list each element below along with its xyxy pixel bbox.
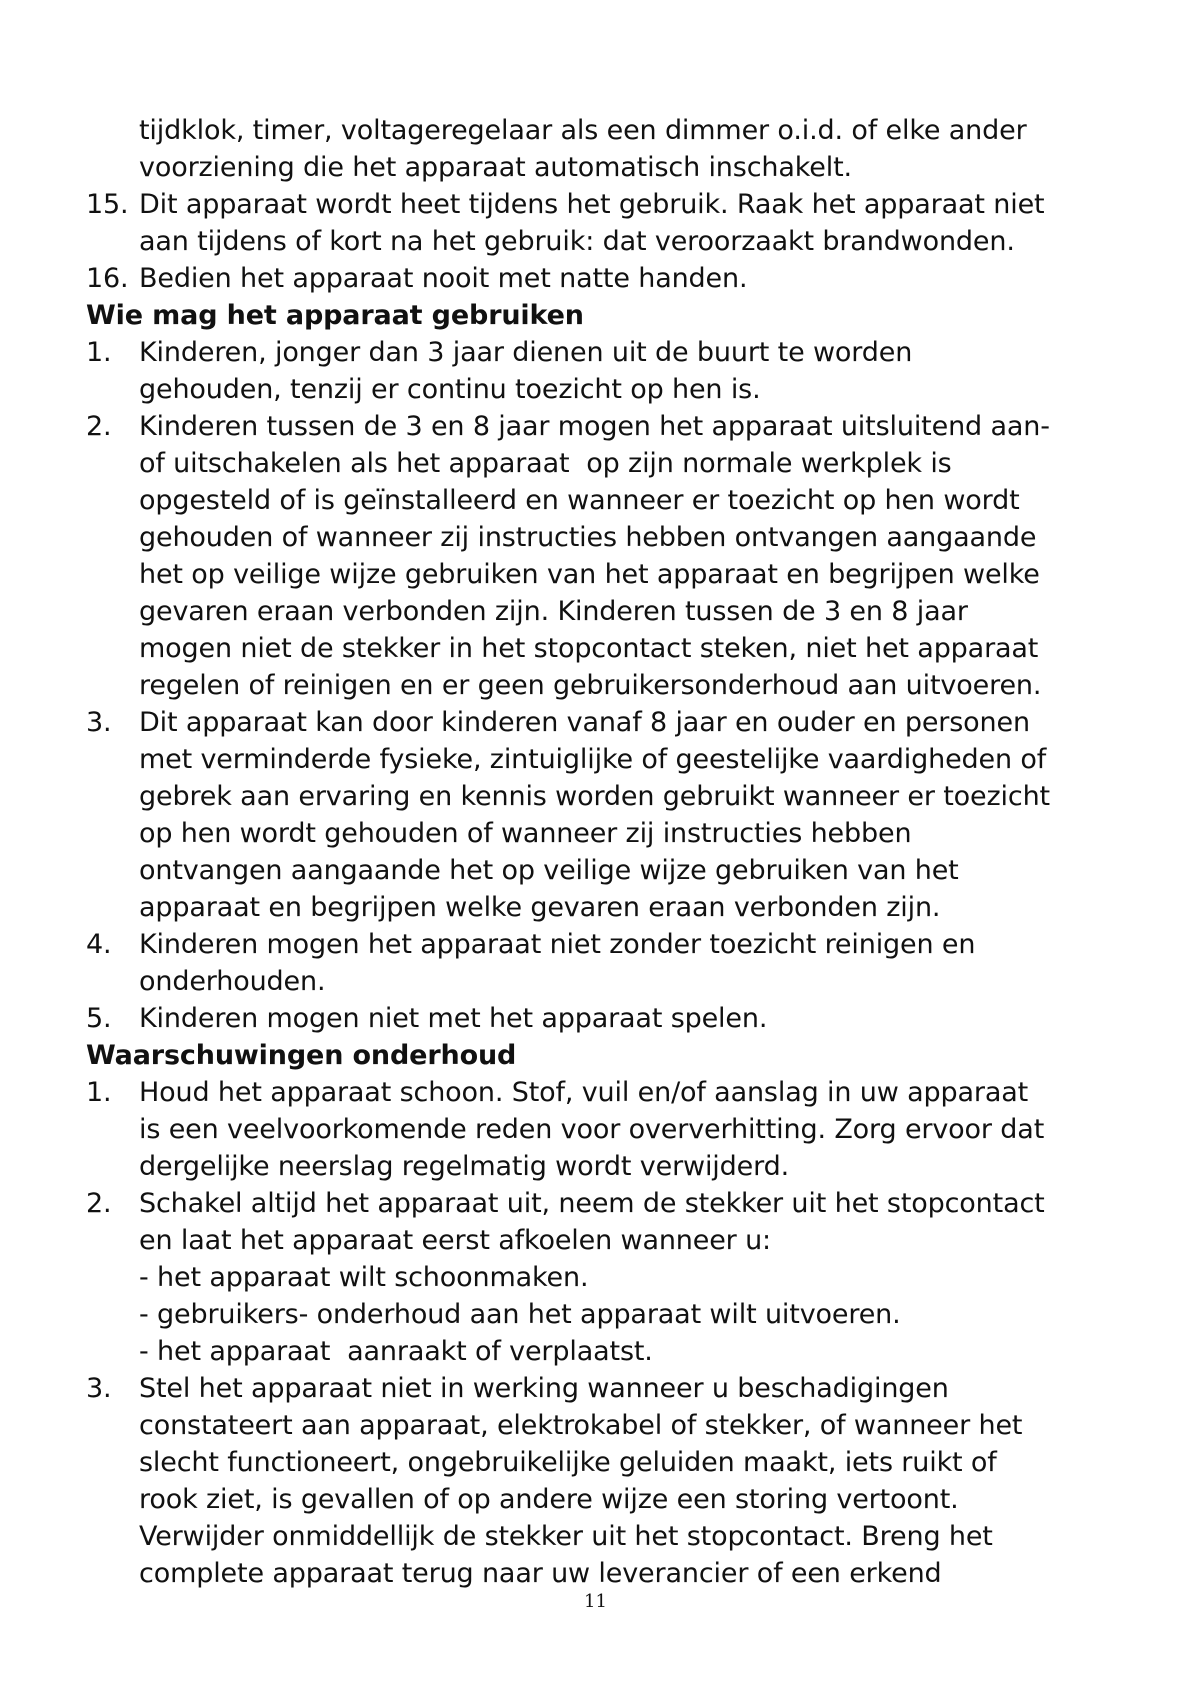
- text-line: - het apparaat wilt schoonmaken.: [139, 1262, 589, 1293]
- text-line: - gebruikers- onderhoud aan het apparaat wilt uitvoeren.: [139, 1299, 901, 1330]
- text-line: tijdklok, timer, voltageregelaar als een dimmer o.i.d. of elke ander: [139, 115, 1027, 146]
- list-item: [0, 1074, 1191, 1111]
- list-item-text: Stel het apparaat niet in werking wanneer u beschadigingen: [139, 1373, 949, 1404]
- list-item: [0, 260, 1191, 297]
- list-number: 5.: [86, 1003, 112, 1034]
- text-line: regelen of reinigen en er geen gebruikersonderhoud aan uitvoeren.: [139, 670, 1042, 701]
- list-number: 3.: [86, 1373, 112, 1404]
- list-item-text: Houd het apparaat schoon. Stof, vuil en/of aanslag in uw apparaat: [139, 1077, 1029, 1108]
- list-number: 15.: [86, 189, 129, 220]
- list-item-text: Kinderen mogen niet met het apparaat spelen.: [139, 1003, 768, 1034]
- text-line: slecht functioneert, ongebruikelijke geluiden maakt, iets ruikt of: [139, 1447, 997, 1478]
- text-line: onderhouden.: [139, 966, 326, 997]
- list-item: [0, 1000, 1191, 1037]
- text-line: - het apparaat aanraakt of verplaatst.: [139, 1336, 653, 1367]
- text-line: mogen niet de stekker in het stopcontact steken, niet het apparaat: [139, 633, 1039, 664]
- list-item-text: Kinderen mogen het apparaat niet zonder toezicht reinigen en: [139, 929, 976, 960]
- list-item: [0, 1185, 1191, 1222]
- text-line: gehouden of wanneer zij instructies hebben ontvangen aangaande: [139, 522, 1037, 553]
- text-line: Verwijder onmiddellijk de stekker uit het stopcontact. Breng het: [139, 1521, 993, 1552]
- text-line: constateert aan apparaat, elektrokabel of stekker, of wanneer het: [139, 1410, 1023, 1441]
- list-number: 4.: [86, 929, 112, 960]
- list-number: 1.: [86, 1077, 112, 1108]
- text-line: opgesteld of is geïnstalleerd en wanneer er toezicht op hen wordt: [139, 485, 1020, 516]
- text-line: aan tijdens of kort na het gebruik: dat veroorzaakt brandwonden.: [139, 226, 1015, 257]
- list-item-text: Schakel altijd het apparaat uit, neem de stekker uit het stopcontact: [139, 1188, 1045, 1219]
- section-heading: Wie mag het apparaat gebruiken: [86, 300, 584, 331]
- list-item: [0, 408, 1191, 445]
- list-item: [0, 1370, 1191, 1407]
- text-line: op hen wordt gehouden of wanneer zij instructies hebben: [139, 818, 912, 849]
- list-item: [0, 926, 1191, 963]
- document-page: [0, 112, 1191, 1592]
- text-line: het op veilige wijze gebruiken van het apparaat en begrijpen welke: [139, 559, 1040, 590]
- list-item: [0, 704, 1191, 741]
- text-line: of uitschakelen als het apparaat op zijn normale werkplek is: [139, 448, 952, 479]
- text-line: gebrek aan ervaring en kennis worden gebruikt wanneer er toezicht: [139, 781, 1050, 812]
- text-line: complete apparaat terug naar uw leverancier of een erkend: [139, 1558, 942, 1589]
- list-number: 2.: [86, 1188, 112, 1219]
- text-line: voorziening die het apparaat automatisch inschakelt.: [139, 152, 852, 183]
- list-item-text: Kinderen tussen de 3 en 8 jaar mogen het apparaat uitsluitend aan-: [139, 411, 1050, 442]
- list-item-text: Dit apparaat kan door kinderen vanaf 8 jaar en ouder en personen: [139, 707, 1030, 738]
- list-number: 16.: [86, 263, 129, 294]
- text-line: gevaren eraan verbonden zijn. Kinderen tussen de 3 en 8 jaar: [139, 596, 968, 627]
- list-item: [0, 186, 1191, 223]
- list-number: 1.: [86, 337, 112, 368]
- list-item-text: Bedien het apparaat nooit met natte handen.: [139, 263, 748, 294]
- text-line: ontvangen aangaande het op veilige wijze gebruiken van het: [139, 855, 959, 886]
- text-line: rook ziet, is gevallen of op andere wijze een storing vertoont.: [139, 1484, 959, 1515]
- list-number: 2.: [86, 411, 112, 442]
- list-item: [0, 334, 1191, 371]
- list-item-text: Kinderen, jonger dan 3 jaar dienen uit de buurt te worden: [139, 337, 913, 368]
- list-number: 3.: [86, 707, 112, 738]
- text-line: en laat het apparaat eerst afkoelen wanneer u:: [139, 1225, 771, 1256]
- text-line: apparaat en begrijpen welke gevaren eraan verbonden zijn.: [139, 892, 941, 923]
- text-line: gehouden, tenzij er continu toezicht op hen is.: [139, 374, 761, 405]
- section-heading: Waarschuwingen onderhoud: [86, 1040, 517, 1071]
- text-line: met verminderde fysieke, zintuiglijke of geestelijke vaardigheden of: [139, 744, 1047, 775]
- text-line: dergelijke neerslag regelmatig wordt verwijderd.: [139, 1151, 790, 1182]
- list-item-text: Dit apparaat wordt heet tijdens het gebruik. Raak het apparaat niet: [139, 189, 1045, 220]
- page-number: 11: [584, 1591, 607, 1612]
- text-line: is een veelvoorkomende reden voor oververhitting. Zorg ervoor dat: [139, 1114, 1045, 1145]
